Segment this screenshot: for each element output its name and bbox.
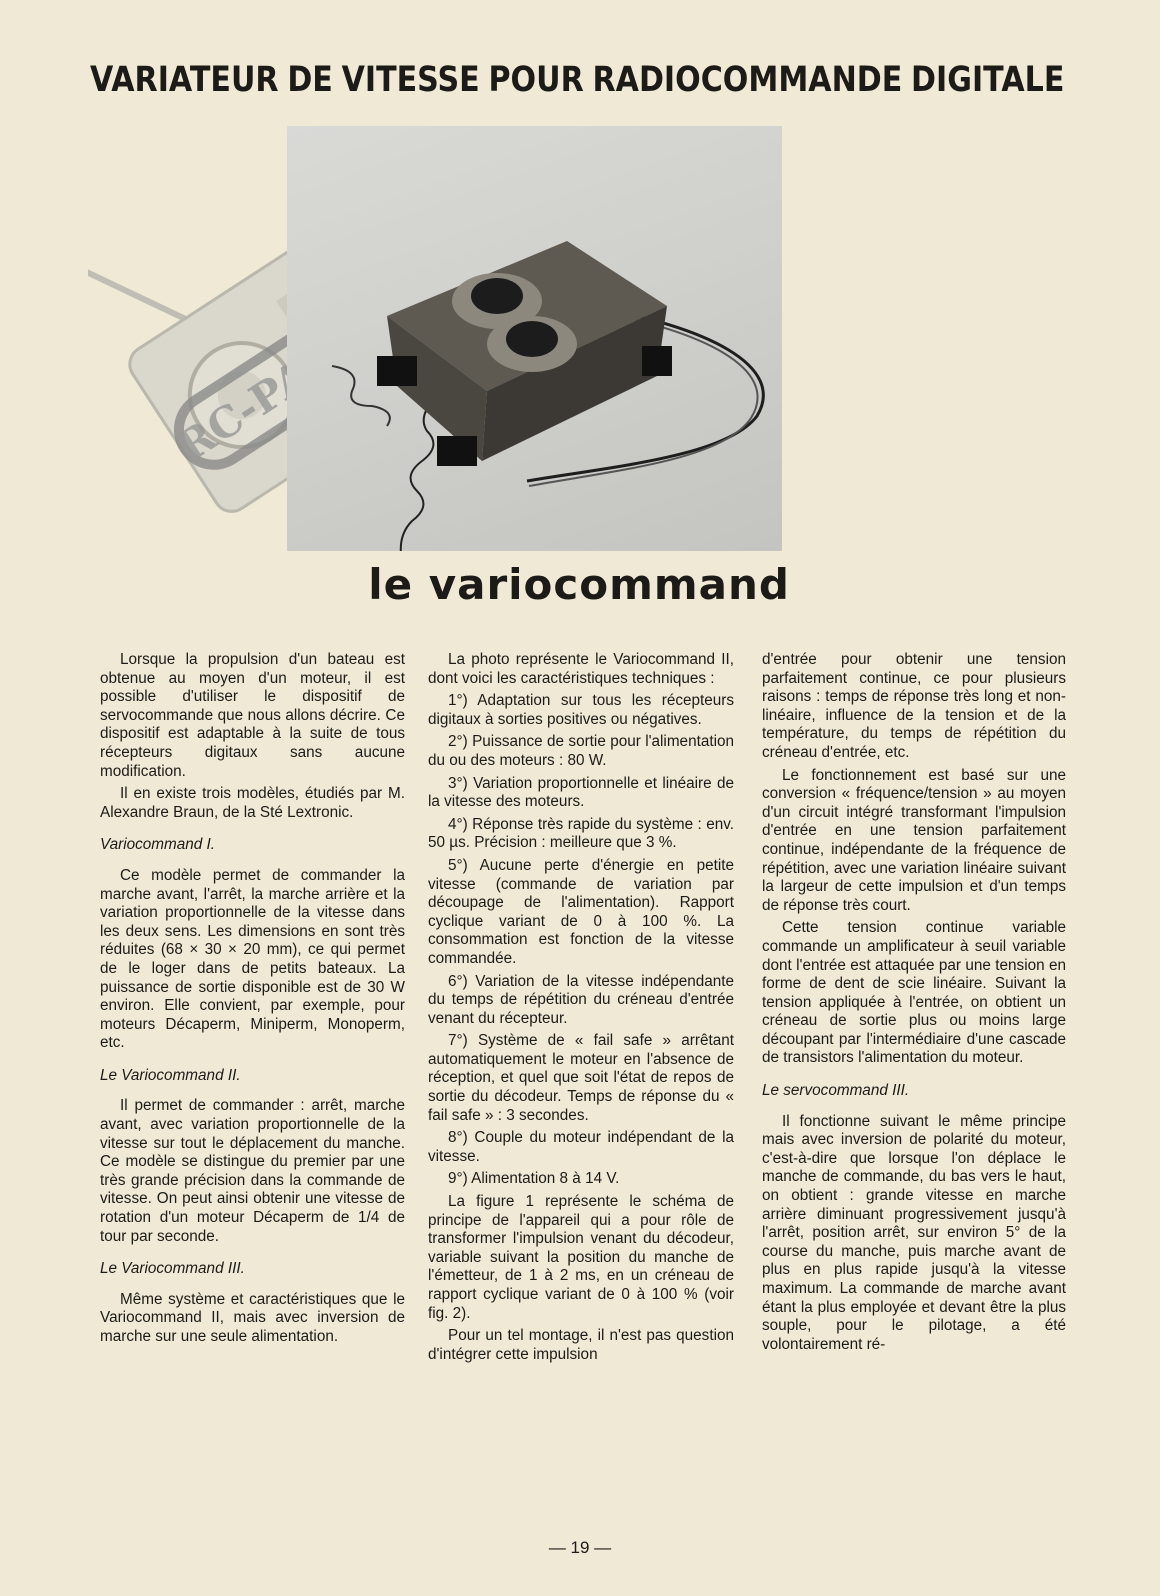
paragraph: Il en existe trois modèles, étudiés par M. Alexandre Braun, de la Sté Lextronic. xyxy=(100,785,405,821)
section-heading: Le Variocommand II. xyxy=(100,1066,241,1084)
headline-word: RADIOCOMMANDE xyxy=(592,60,903,100)
spec-item: 1°) Adaptation sur tous les récepteurs digitaux à sorties positives ou négatives. xyxy=(428,692,734,728)
paragraph: Il permet de commander : arrêt, marche avant, avec variation proportionnelle de la vitesse sur tout le déplacement du manche. Ce modèle se distingue du premier par une très grande précision dans la commande de vitesse. On peut ainsi obtenir une vitesse de rotation d'un moteur Décaperm de 1/4 de tour par seconde. xyxy=(100,1097,405,1245)
article-subtitle: le variocommand xyxy=(368,560,790,609)
headline-word: DIGITALE xyxy=(911,60,1065,100)
paragraph: Le fonctionnement est basé sur une conversion « fréquence/tension » au moyen d'un circuit intégré transformant l'impulsion d'entrée en une tension parfaitement continue, indépendante de la fréquence de répétition, avec une variation linéaire suivant la largeur de cette impulsion et d'un temps de réponse très court. xyxy=(762,766,1066,914)
headline-word: DE xyxy=(287,60,333,100)
paragraph: La photo représente le Variocommand II, dont voici les caractéristiques techniques : xyxy=(428,651,734,687)
article-headline xyxy=(90,60,1064,100)
paragraph: Lorsque la propulsion d'un bateau est obtenue au moyen d'un moteur, il est possible d'utiliser le dispositif de servocommande que nous allons décrire. Ce dispositif est adaptable à la suite de tous récepteurs digitaux sans aucune modification. xyxy=(100,651,405,780)
headline-word: VARIATEUR xyxy=(90,60,279,100)
headline-word: POUR xyxy=(488,60,584,100)
headline-word: VITESSE xyxy=(341,60,480,100)
spec-item: 5°) Aucune perte d'énergie en petite vitesse (commande de variation par découpage de l'alimentation). Rapport cyclique variant de 0 à 100 %. La consommation est fonction de la vitesse commandée. xyxy=(428,856,734,967)
spec-item: 7°) Système de « fail safe » arrêtant automatiquement le moteur en l'absence de réception, et quel que soit l'état de repos de sortie du décodeur. Temps de réponse du « fail safe » : 3 secondes. xyxy=(428,1032,734,1124)
text-column-2 xyxy=(428,651,734,1368)
spec-item: 2°) Puissance de sortie pour l'alimentation du ou des moteurs : 80 W. xyxy=(428,733,734,769)
paragraph: Même système et caractéristiques que le Variocommand II, mais avec inversion de marche sur une seule alimentation. xyxy=(100,1290,405,1345)
paragraph: Ce modèle permet de commander la marche avant, l'arrêt, la marche arrière et la variation proportionnelle de la vitesse dans les deux sens. Les dimensions en sont très réduites (68 × 30 × 20 mm), ce qui permet de le loger dans de petits bateaux. La puissance de sortie disponible est de 30 W environ. Elle convient, par exemple, pour moteurs Décaperm, Miniperm, Monoperm, etc. xyxy=(100,866,405,1052)
spec-item: 6°) Variation de la vitesse indépendante du temps de répétition du créneau d'entrée venant du récepteur. xyxy=(428,972,734,1027)
paragraph: La figure 1 représente le schéma de principe de l'appareil qui a pour rôle de transformer l'impulsion venant du décodeur, variable suivant la position du manche de l'émetteur, de 1 à 2 ms, en un créneau de rapport cyclique variant de 0 à 100 % (voir fig. 2). xyxy=(428,1193,734,1322)
paragraph: d'entrée pour obtenir une tension parfaitement continue, ce pour plusieurs raisons : temps de réponse très long et non-linéaire, influence de la tension et de la température, du temps de répétition du créneau d'entrée, etc. xyxy=(762,651,1066,761)
device-photo xyxy=(287,126,782,551)
spec-item: 4°) Réponse très rapide du système : env. 50 µs. Précision : meilleure que 3 %. xyxy=(428,815,734,852)
section-heading: Le Variocommand III. xyxy=(100,1260,245,1278)
section-heading: Le servocommand III. xyxy=(762,1082,910,1100)
paragraph: Pour un tel montage, il n'est pas question d'intégrer cette impulsion xyxy=(428,1327,734,1363)
spec-item: 9°) Alimentation 8 à 14 V. xyxy=(448,1170,620,1188)
spec-item: 3°) Variation proportionnelle et linéaire de la vitesse des moteurs. xyxy=(428,774,734,811)
page-number: — 19 — xyxy=(548,1538,612,1557)
section-heading: Variocommand I. xyxy=(100,836,216,854)
text-column-1 xyxy=(100,651,405,1351)
paragraph: Il fonctionne suivant le même principe mais avec inversion de polarité du moteur, c'est-à-dire que lorsque l'on déplace le manche de commande, du bas vers le haut, on obtient : grande vitesse en marche arrière diminuant progressivement jusqu'à l'arrêt, position arrêt, sur environ 5° de la course du manche, puis marche avant de plus en plus rapide jusqu'à la vitesse maximum. La commande de marche avant étant la plus employée et devant être la plus souple, pour le pilotage, a été volontairement ré- xyxy=(762,1112,1066,1353)
spec-item: 8°) Couple du moteur indépendant de la vitesse. xyxy=(428,1129,734,1165)
paragraph: Cette tension continue variable commande un amplificateur à seuil variable dont l'entrée est attaquée par une tension en forme de dent de scie linéaire. Suivant la tension appliquée à l'entrée, on obtient un créneau de sortie plus ou moins large découpant par l'intermédiaire d'une cascade de transistors l'alimentation du moteur. xyxy=(762,919,1066,1067)
text-column-3 xyxy=(762,651,1066,1358)
